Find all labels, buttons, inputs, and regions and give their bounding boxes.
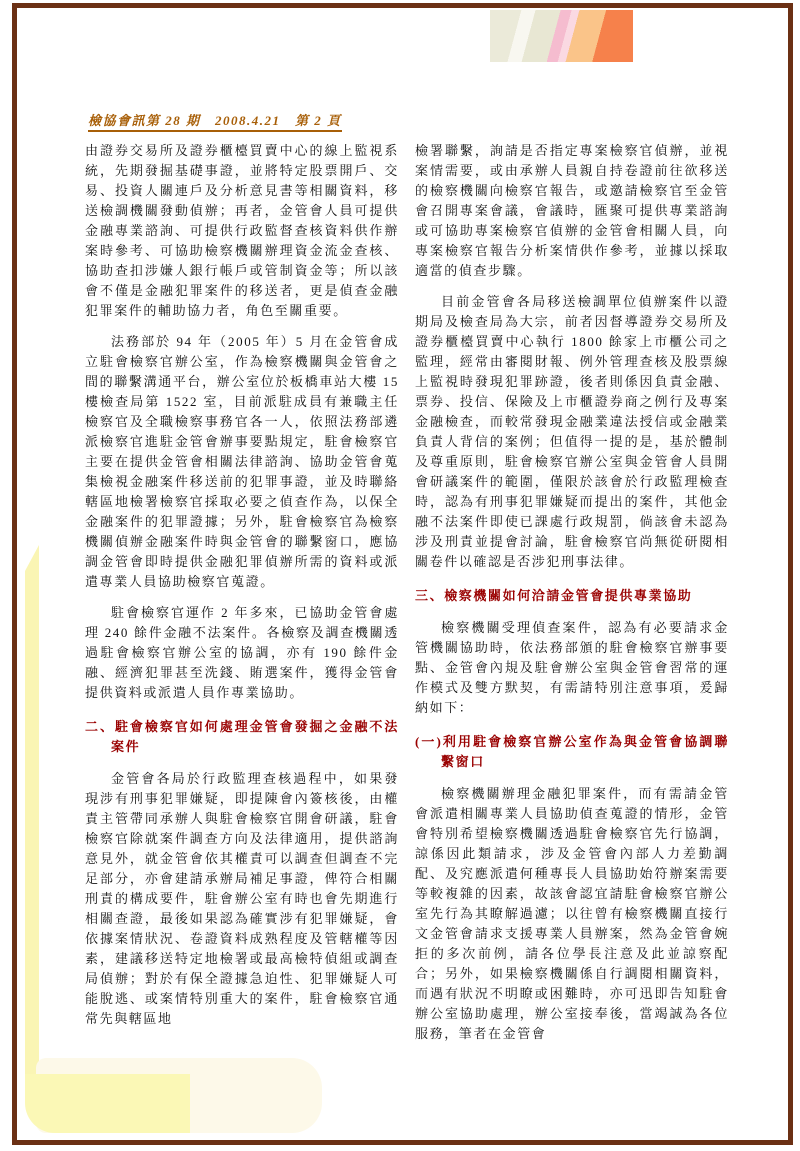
section-heading: 二、駐會檢察官如何處理金管會發掘之金融不法案件: [85, 719, 399, 754]
page-curl-shadow-bottom: [25, 1074, 190, 1133]
paragraph: 檢察機關辦理金融犯罪案件，而有需請金管會派遣相關專業人員協助偵查蒐證的情形，金管會特別希望檢察機關透過駐會檢察官先行協調，諒係因此類請求，涉及金管會內部人力差勤調配、及究應派遣何種專長人員協助始符辦案需要等較複雜的因素，故該會認宜請駐會檢察官辦公室先行為其瞭解過濾；以往曾有檢察機關直接行文金管會請求支援專業人員辦案，然為金管會婉拒的多次前例，請各位學長注意及此並諒察配合；另外，如果檢察機關係自行調閱相關資料，而遇有狀況不明瞭或困難時，亦可迅即告知駐會辦公室協助處理，辦公室接奉後，當竭誠為各位服務，筆者在金管會: [415, 786, 729, 1041]
masthead-title: 檢協會訊第 28 期 2008.4.21 第 2 頁: [88, 110, 342, 132]
paragraph: 目前金管會各局移送檢調單位偵辦案件以證期局及檢查局為大宗，前者因督導證券交易所及證券櫃檯買賣中心執行 1800 餘家上市櫃公司之監理，經常由審閱財報、例外管理查核及股票線上監視時發現犯罪跡證，後者則係因負責金融、票券、投信、保險及上市櫃證券商之例行及專案金融檢查，而較常發現金融業違法授信或金融業負責人背信的案例；但值得一提的是，基於體制及尊重原則，駐會檢察官辦公室與金管會人員開會研議案件的範圍，僅限於該會於行政監理檢查時，認為有刑事犯罪嫌疑而提出的案件，其他金融不法案件即使已課處行政規罰，倘該會未認為涉及刑責並提會討論，駐會檢察官尚無從研閱相關卷件以確認是否涉犯刑事法律。: [415, 294, 729, 569]
paragraph: 金管會各局於行政監理查核過程中，如果發現涉有刑事犯罪嫌疑，即提陳會內簽核後，由權責主管帶同承辦人與駐會檢察官開會研議，駐會檢察官除就案件調查方向及法律適用，提供諮詢意見外，就金管會依其權責可以調查但調查不完足部分，亦會建請承辦局補足事證，俾符合相關刑責的構成要件，駐會辦公室有時也會先期進行相關查證，最後如果認為確實涉有犯罪嫌疑，會依據案情狀況、卷證資料成熟程度及管轄權等因素，建議移送特定地檢署或最高檢特偵組或調查局偵辦；對於有保全證據急迫性、犯罪嫌疑人可能脫逃、或案情特別重大的案件，駐會檢察官通常先與轄區地: [85, 771, 399, 1026]
article-body: [85, 141, 729, 1055]
paragraph: 檢署聯繫，詢請是否指定專案檢察官偵辦，並視案情需要，或由承辦人員親自持卷證前往欲移送的檢察機關向檢察官報告，或邀請檢察官至金管會召開專案會議，會議時，匯聚可提供專業諮詢或可協助專案檢察官偵辦的金管會相關人員，向專案檢察官報告分析案情供作參考，並據以採取適當的偵查步驟。: [415, 143, 729, 278]
paragraph: 由證券交易所及證券櫃檯買賣中心的線上監視系統，先期發掘基礎事證，並將特定股票開戶、交易、投資人關連戶及分析意見書等相關資料，移送檢調機關發動偵辦；再者，金管會人員可提供金融專業諮詢、可提供行政監督查核資料供作辦案時參考、可協助檢察機關辦理資金流金查核、協助查扣涉嫌人銀行帳戶或管制資金等；所以該會不僅是金融犯罪案件的移送者，更是偵查金融犯罪案件的輔助協力者，角色至關重要。: [85, 143, 399, 318]
section-heading: (一)利用駐會檢察官辦公室作為與金管會協調聯繫窗口: [415, 734, 729, 769]
left-column: [85, 141, 399, 1055]
decorative-stripe-banner: [490, 10, 633, 62]
paragraph: 駐會檢察官運作 2 年多來，已協助金管會處理 240 餘件金融不法案件。各檢察及調查機關透過駐會檢察官辦公室的協調，亦有 190 餘件金融、經濟犯罪甚至洗錢、賄選案件，獲得金管會提供資料或派遣人員作專業協助。: [85, 605, 399, 700]
right-column: [415, 141, 729, 1055]
section-heading: 三、檢察機關如何洽請金管會提供專業協助: [415, 588, 693, 603]
page-curl-shadow-left: [25, 545, 39, 1090]
paragraph: 法務部於 94 年（2005 年）5 月在金管會成立駐會檢察官辦公室，作為檢察機關與金管會之間的聯繫溝通平台，辦公室位於板橋車站大樓 15 樓檢查局第 1522 室，目前派駐成員有兼職主任檢察官及全職檢察事務官各一人，依照法務部遴派檢察官進駐金管會辦事要點規定，駐會檢察官主要在提供金管會相關法律諮詢、協助金管會蒐集檢視金融案件移送前的犯罪事證，並及時聯絡轄區地檢署檢察官採取必要之偵查作為，以保全金融案件的犯罪證據；另外，駐會檢察官為檢察機關偵辦金融案件時與金管會的聯繫窗口，應協調金管會即時提供金融犯罪偵辦所需的資料或派遣專業人員協助檢察官蒐證。: [85, 334, 399, 589]
paragraph: 檢察機關受理偵查案件，認為有必要請求金管機關協助時，依法務部頒的駐會檢察官辦事要點、金管會內規及駐會辦公室與金管會習常的運作模式及雙方默契，有需請特別注意事項，爰歸納如下：: [415, 620, 729, 715]
